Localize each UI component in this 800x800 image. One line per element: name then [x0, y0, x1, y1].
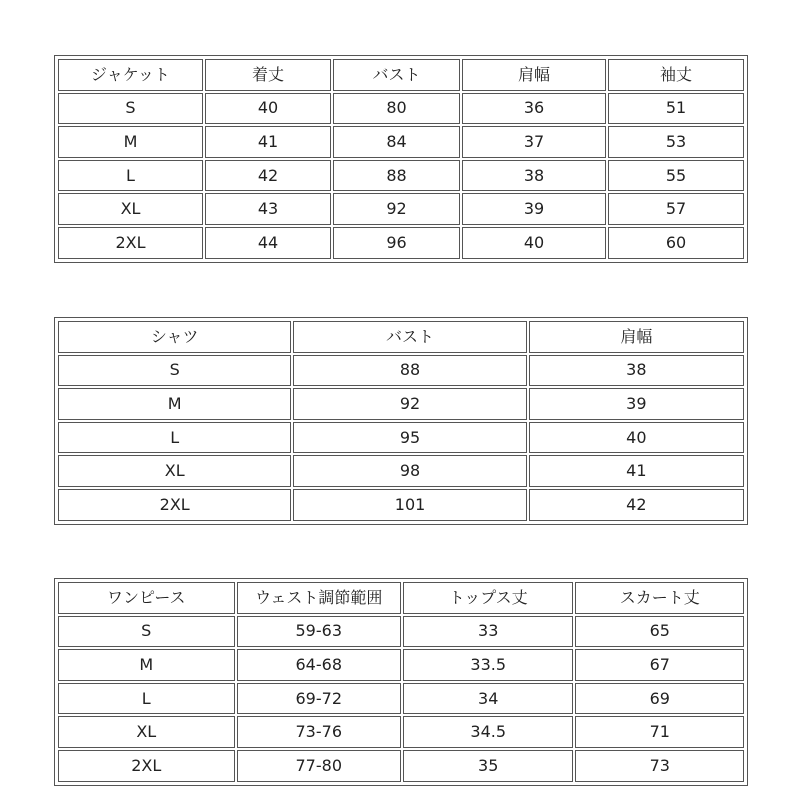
size-cell: L [58, 160, 203, 192]
table-cell: 69-72 [237, 683, 401, 715]
table-row [58, 455, 744, 487]
table-cell: 33 [403, 616, 574, 648]
table-cell: 44 [205, 227, 331, 259]
table-cell: 41 [205, 126, 331, 158]
size-cell: S [58, 355, 291, 387]
header-cell: 袖丈 [608, 59, 744, 91]
table-row [58, 126, 744, 158]
table-cell: 42 [529, 489, 744, 521]
shirt-size-table [54, 317, 748, 525]
table-row [58, 422, 744, 454]
table-cell: 40 [529, 422, 744, 454]
table-row [58, 93, 744, 125]
size-cell: L [58, 422, 291, 454]
table-cell: 60 [608, 227, 744, 259]
table-cell: 34 [403, 683, 574, 715]
table-row [58, 716, 744, 748]
table-cell: 69 [575, 683, 744, 715]
header-cell: スカート丈 [575, 582, 744, 614]
table-row [58, 489, 744, 521]
table-cell: 34.5 [403, 716, 574, 748]
table-row [58, 355, 744, 387]
size-cell: 2XL [58, 227, 203, 259]
table-row [58, 616, 744, 648]
header-cell: トップス丈 [403, 582, 574, 614]
table-cell: 84 [333, 126, 460, 158]
table-cell: 38 [529, 355, 744, 387]
header-cell: 肩幅 [529, 321, 744, 353]
table-cell: 73-76 [237, 716, 401, 748]
table-cell: 39 [529, 388, 744, 420]
table-row [58, 160, 744, 192]
size-cell: XL [58, 455, 291, 487]
header-cell: 肩幅 [462, 59, 606, 91]
table-cell: 35 [403, 750, 574, 782]
size-cell: M [58, 126, 203, 158]
table-cell: 96 [333, 227, 460, 259]
size-cell: M [58, 649, 235, 681]
table-header-row [58, 59, 744, 91]
header-cell: ワンピース [58, 582, 235, 614]
table-cell: 57 [608, 193, 744, 225]
table-row [58, 388, 744, 420]
header-cell: バスト [333, 59, 460, 91]
size-cell: S [58, 616, 235, 648]
header-cell: バスト [293, 321, 526, 353]
table-cell: 65 [575, 616, 744, 648]
size-cell: XL [58, 193, 203, 225]
dress-size-table [54, 578, 748, 786]
table-cell: 73 [575, 750, 744, 782]
table-cell: 64-68 [237, 649, 401, 681]
table-cell: 33.5 [403, 649, 574, 681]
size-cell: M [58, 388, 291, 420]
size-cell: 2XL [58, 489, 291, 521]
table-cell: 41 [529, 455, 744, 487]
size-cell: L [58, 683, 235, 715]
table-cell: 92 [333, 193, 460, 225]
header-cell: ウェスト調節範囲 [237, 582, 401, 614]
table-cell: 51 [608, 93, 744, 125]
table-row [58, 227, 744, 259]
table-cell: 40 [205, 93, 331, 125]
table-cell: 38 [462, 160, 606, 192]
table-header-row [58, 321, 744, 353]
size-cell: XL [58, 716, 235, 748]
table-cell: 67 [575, 649, 744, 681]
table-row [58, 193, 744, 225]
header-cell: ジャケット [58, 59, 203, 91]
table-cell: 59-63 [237, 616, 401, 648]
table-cell: 43 [205, 193, 331, 225]
table-cell: 71 [575, 716, 744, 748]
table-row [58, 649, 744, 681]
size-cell: S [58, 93, 203, 125]
table-cell: 80 [333, 93, 460, 125]
table-cell: 36 [462, 93, 606, 125]
table-cell: 98 [293, 455, 526, 487]
header-cell: シャツ [58, 321, 291, 353]
table-cell: 37 [462, 126, 606, 158]
size-cell: 2XL [58, 750, 235, 782]
table-cell: 77-80 [237, 750, 401, 782]
table-cell: 53 [608, 126, 744, 158]
table-cell: 42 [205, 160, 331, 192]
table-row [58, 750, 744, 782]
table-cell: 101 [293, 489, 526, 521]
table-cell: 92 [293, 388, 526, 420]
table-cell: 55 [608, 160, 744, 192]
table-cell: 39 [462, 193, 606, 225]
table-header-row [58, 582, 744, 614]
jacket-size-table [54, 55, 748, 263]
table-row [58, 683, 744, 715]
table-cell: 88 [333, 160, 460, 192]
table-cell: 95 [293, 422, 526, 454]
table-cell: 40 [462, 227, 606, 259]
table-cell: 88 [293, 355, 526, 387]
header-cell: 着丈 [205, 59, 331, 91]
